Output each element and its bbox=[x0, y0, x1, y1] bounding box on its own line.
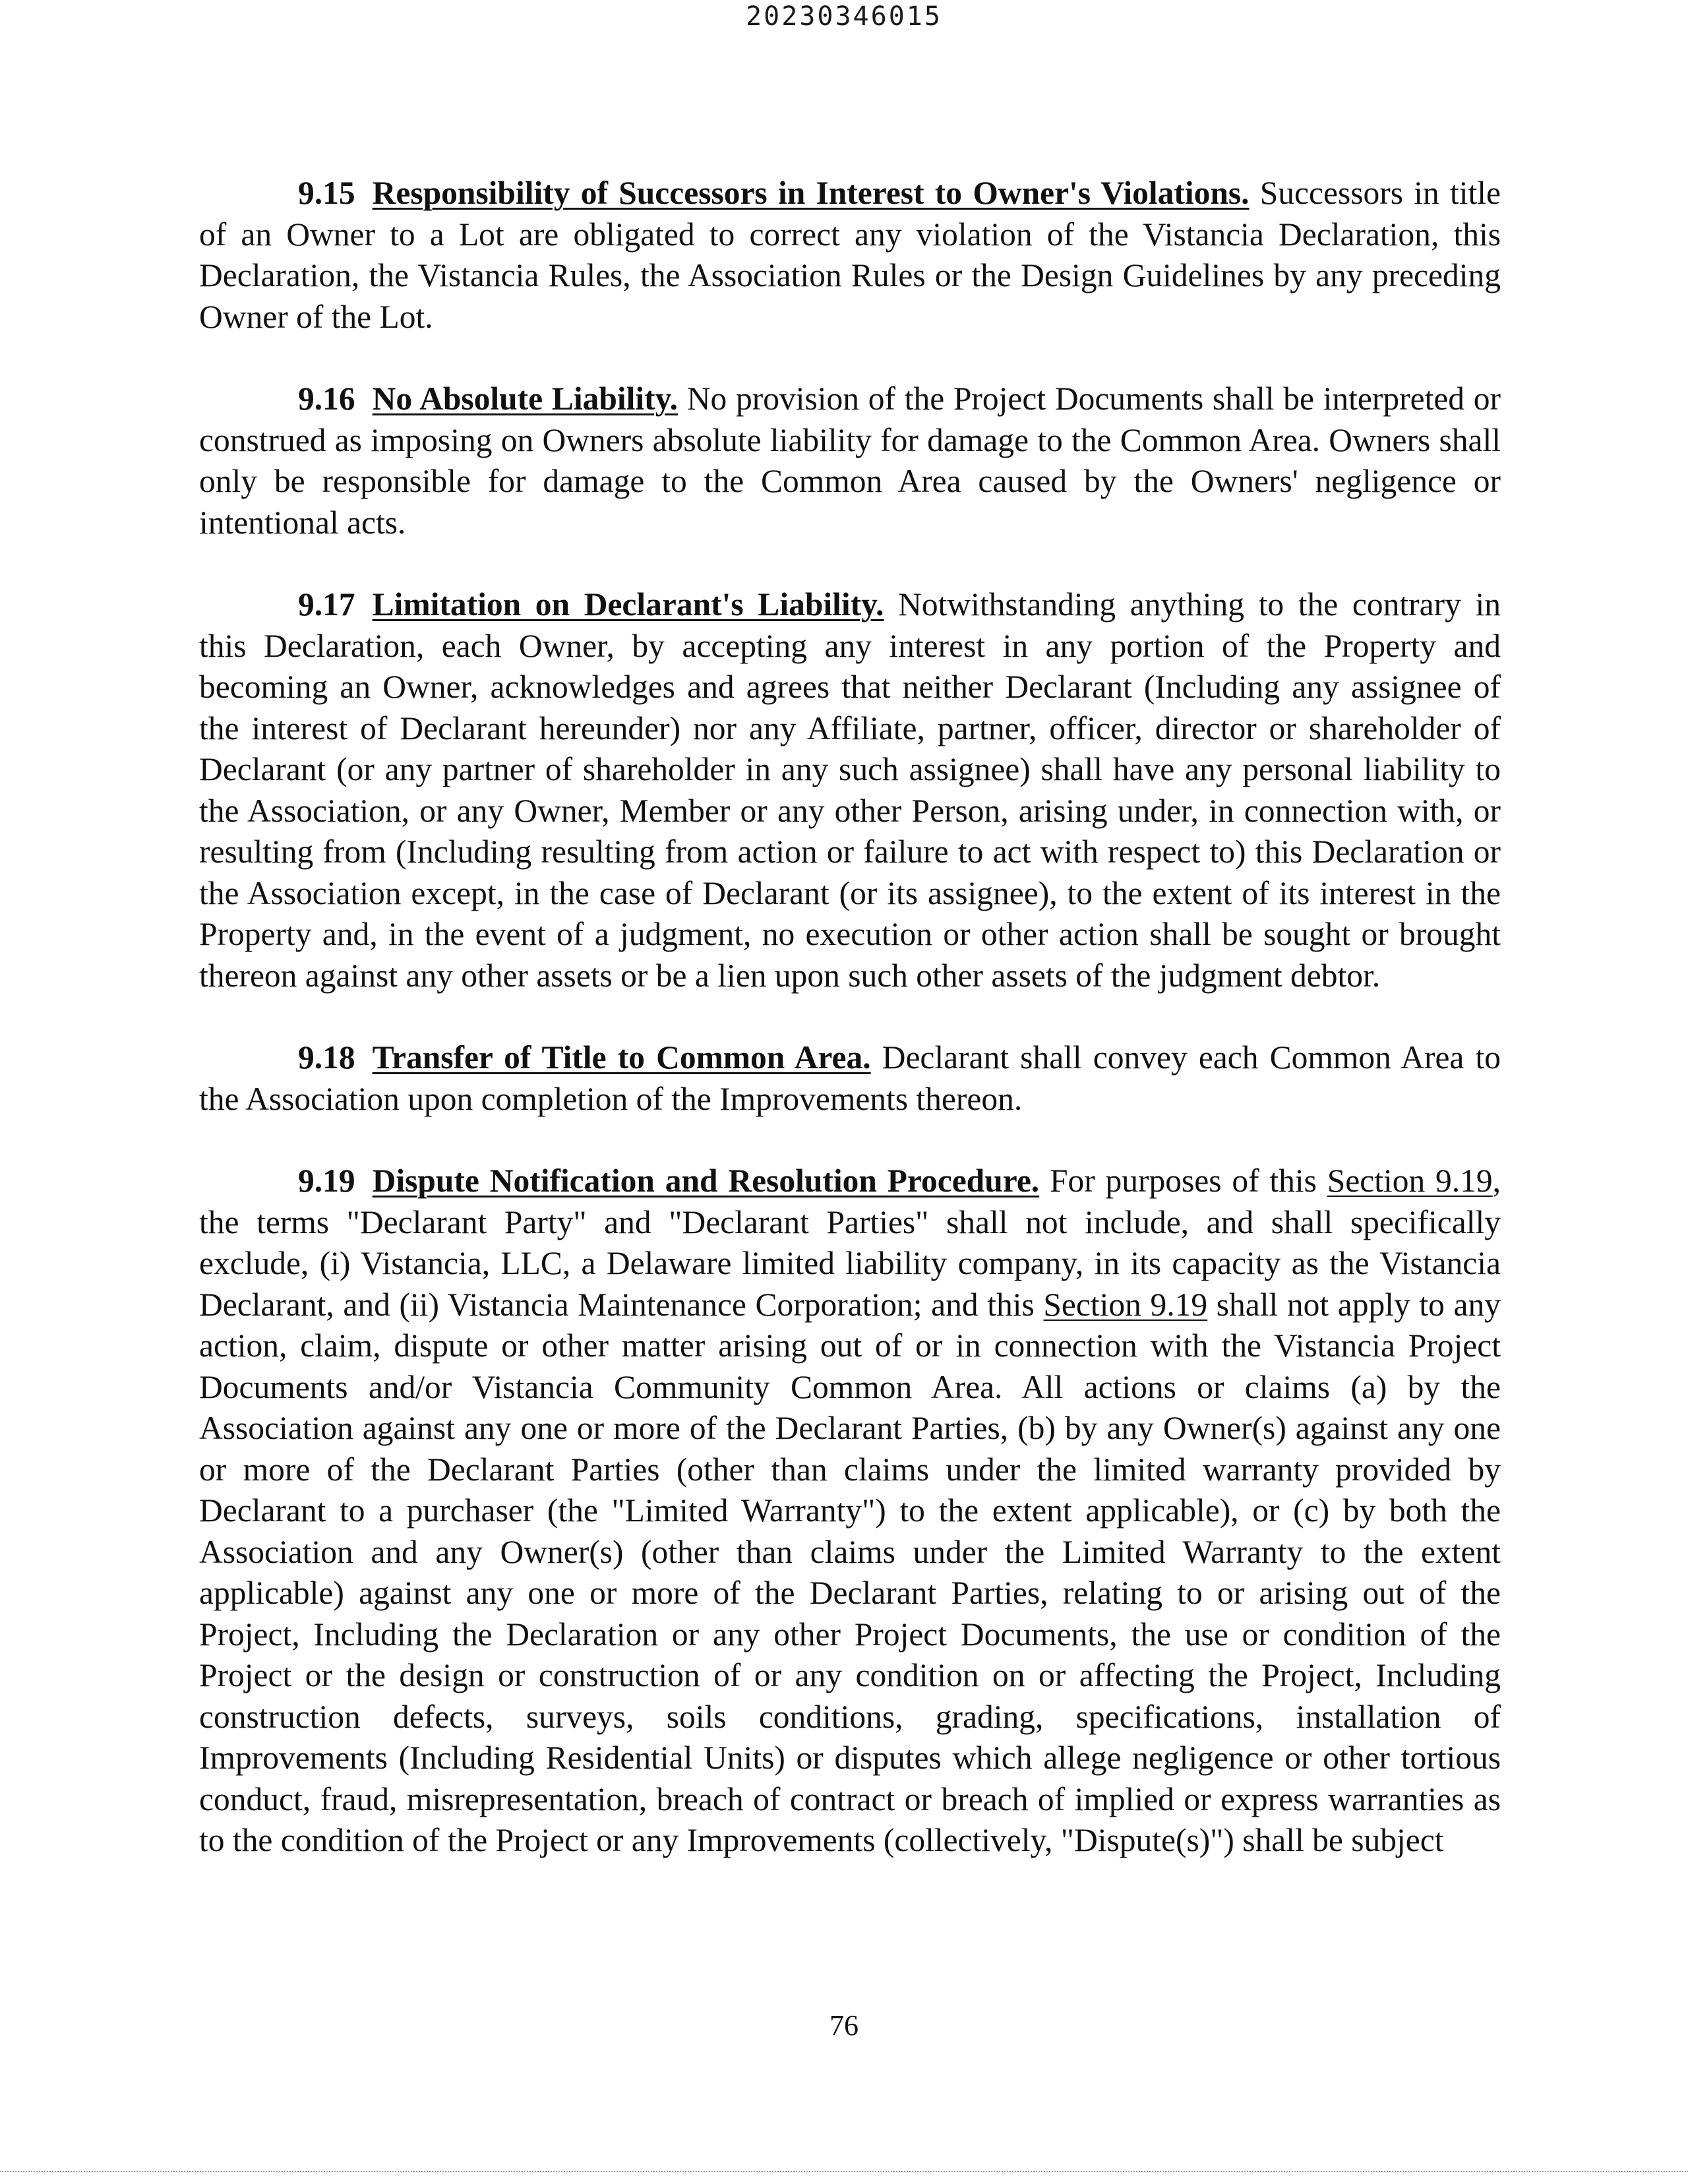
section-text-part-1: For purposes of this bbox=[1049, 1163, 1317, 1199]
section-text: Successors in title of an Owner to a Lot are obligated to correct any violation of the Vistancia Declaration, this Declaration, the Vistancia Rules, the Association Rules or the Design Guidelines by any preceding Owner of the Lot. bbox=[199, 175, 1501, 335]
section-text: Notwithstanding anything to the contrary in this Declaration, each Owner, by accepting any interest in any portion of the Property and becoming an Owner, acknowledges and agrees that neither Declarant (Including any assignee of the interest of Declarant hereunder) nor any Affiliate, partner, officer, director or shareholder of Declarant (or any partner of shareholder in any such assignee) shall have any personal liability to the Association, or any Owner, Member or any other Person, arising under, in connection with, or resulting from (Including resulting from action or failure to act with respect to) this Declaration or the Association except, in the case of Declarant (or its assignee), to the extent of its interest in the Property and, in the event of a judgment, no execution or other action shall be sought or brought thereon against any other assets or be a lien upon such other assets of the judgment debtor. bbox=[199, 586, 1501, 994]
section-number: 9.17 bbox=[298, 586, 355, 622]
recording-number: 20230346015 bbox=[746, 1, 942, 32]
page-number: 76 bbox=[829, 2009, 859, 2042]
section-9-19 bbox=[199, 1161, 1501, 1862]
scan-edge-line bbox=[0, 2171, 1688, 2172]
section-9-18 bbox=[199, 1037, 1501, 1120]
section-title: Responsibility of Successors in Interest to Owner's Violations. bbox=[372, 175, 1250, 211]
document-body bbox=[199, 173, 1501, 1902]
section-9-15 bbox=[199, 173, 1501, 338]
section-number: 9.16 bbox=[298, 380, 355, 417]
section-title: Limitation on Declarant's Liability. bbox=[372, 586, 884, 622]
section-9-17 bbox=[199, 584, 1501, 996]
section-text: Declarant shall convey each Common Area to the Association upon completion of the Improvements thereon. bbox=[199, 1039, 1501, 1117]
section-cross-reference: Section 9.19 bbox=[1327, 1163, 1493, 1199]
section-number: 9.15 bbox=[298, 175, 355, 211]
section-number: 9.19 bbox=[298, 1163, 355, 1199]
section-title: No Absolute Liability. bbox=[372, 380, 678, 417]
section-text: No provision of the Project Documents shall be interpreted or construed as imposing on Owners absolute liability for damage to the Common Area. Owners shall only be responsible for damage to the Common Area caused by the Owners' negligence or intentional acts. bbox=[199, 380, 1501, 541]
section-text-part-3: shall not apply to any action, claim, dispute or other matter arising out of or in connection with the Vistancia Project Documents and/or Vistancia Community Common Area. All actions or claims (a) by the Association against any one or more of the Declarant Parties, (b) by any Owner(s) against any one or more of the Declarant Parties (other than claims under the limited warranty provided by Declarant to a purchaser (the "Limited Warranty") to the extent applicable), or (c) by both the Association and any Owner(s) (other than claims under the Limited Warranty to the extent applicable) against any one or more of the Declarant Parties, relating to or arising out of the Project, Including the Declaration or any other Project Documents, the use or condition of the Project or the design or construction of or any condition on or affecting the Project, Including construction defects, surveys, soils conditions, grading, specifications, installation of Improvements (Including Residential Units) or disputes which allege negligence or other tortious conduct, fraud, misrepresentation, breach of contract or breach of implied or express warranties as to the condition of the Project or any Improvements (collectively, "Dispute(s)") shall be subject bbox=[199, 1286, 1501, 1858]
section-9-16 bbox=[199, 379, 1501, 543]
section-number: 9.18 bbox=[298, 1039, 355, 1076]
section-title: Dispute Notification and Resolution Procedure. bbox=[372, 1163, 1040, 1199]
section-cross-reference: Section 9.19 bbox=[1043, 1286, 1208, 1323]
section-title: Transfer of Title to Common Area. bbox=[372, 1039, 871, 1076]
section-text-part-2: , the terms "Declarant Party" and "Declarant Parties" shall not include, and shall specifically exclude, (i) Vistancia, LLC, a Delaware limited liability company, in its capacity as the Vistancia Declarant, and (ii) Vistancia Maintenance Corporation; and this bbox=[199, 1163, 1501, 1323]
